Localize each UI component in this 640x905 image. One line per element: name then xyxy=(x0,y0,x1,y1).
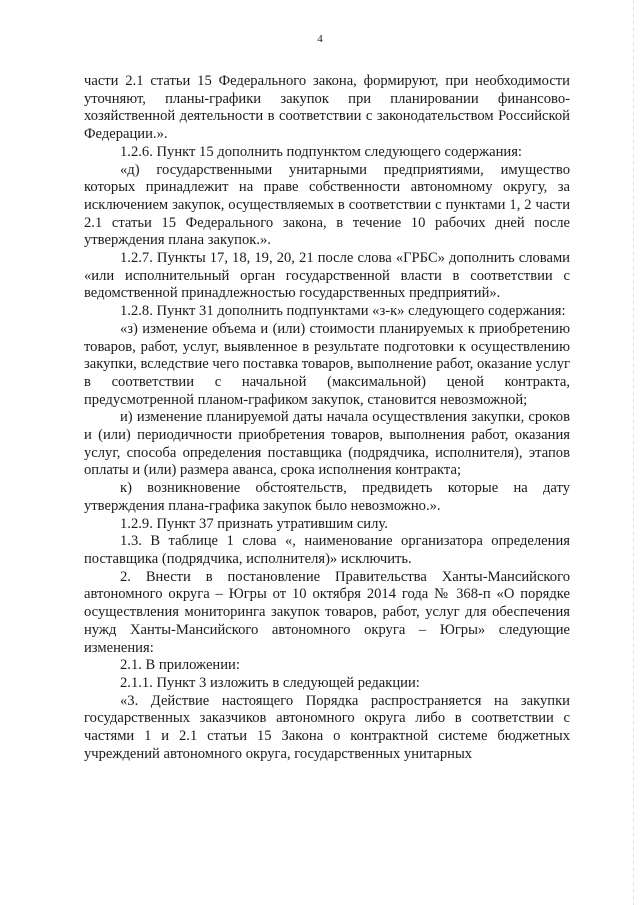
page-number: 4 xyxy=(317,33,323,45)
paragraph: 1.2.8. Пункт 31 дополнить подпунктами «з-к» следующего содержания: xyxy=(120,303,566,320)
paragraph: и) изменение планируемой даты начала осуществления закупки, сроков и (или) периодичности приобретения товаров, выполнения работ, оказания услуг, способа определения поставщика (подрядчика, исполнителя), этапов оплаты и (или) размера аванса, срока исполнения контракта; xyxy=(84,409,570,479)
paragraph: 1.2.9. Пункт 37 признать утратившим силу. xyxy=(120,515,388,532)
paragraph: «д) государственными унитарными предприятиями, имущество которых принадлежит на праве собственности автономному округу, за исключением закупок, осуществляемых в соответствии с пунктами 1, 2 части 2.1 статьи 15 Федерального закона, в течение 10 рабочих дней после утверждения плана закупок.». xyxy=(84,161,570,249)
paragraph: 1.2.7. Пункты 17, 18, 19, 20, 21 после слова «ГРБС» дополнить словами «или исполнительный орган государственной власти в соответствии с ведомственной принадлежностью государственных предприятий». xyxy=(84,250,570,302)
scan-edge-artifact xyxy=(633,0,634,905)
paragraph: 1.3. В таблице 1 слова «, наименование организатора определения поставщика (подрядчика, исполнителя)» исключить. xyxy=(84,533,570,567)
paragraph: 1.2.6. Пункт 15 дополнить подпунктом следующего содержания: xyxy=(120,143,522,160)
paragraph: 2. Внести в постановление Правительства Ханты-Мансийского автономного округа – Югры от 10 октября 2014 года № 368-п «О порядке осуществления мониторинга закупок товаров, работ, услуг для обеспечения нужд Ханты-Мансийского автономного округа – Югры» следующие изменения: xyxy=(84,568,570,656)
paragraph: к) возникновение обстоятельств, предвидеть которые на дату утверждения плана-графика закупок было невозможно.». xyxy=(84,480,570,514)
paragraph: «3. Действие настоящего Порядка распространяется на закупки государственных заказчиков автономного округа либо в соответствии с частями 1 и 2.1 статьи 15 Закона о контрактной системе бюджетных учреждений автономного округа, государственных унитарных xyxy=(84,692,570,762)
paragraph: части 2.1 статьи 15 Федерального закона, формируют, при необходимости уточняют, планы-графики закупок при планировании финансово-хозяйственной деятельности в соответствии с законодательством Российской Федерации.». xyxy=(84,73,570,143)
paragraph: 2.1.1. Пункт 3 изложить в следующей редакции: xyxy=(120,674,420,691)
paragraph: 2.1. В приложении: xyxy=(120,657,240,674)
paragraph: «з) изменение объема и (или) стоимости планируемых к приобретению товаров, работ, услуг, выявленное в результате подготовки к осуществлению закупки, вследствие чего поставка товаров, выполнение работ, оказание услуг в соответствии с начальной (максимальной) ценой контракта, предусмотренной планом-графиком закупок, становится невозможной; xyxy=(84,320,570,408)
document-body xyxy=(84,73,570,763)
